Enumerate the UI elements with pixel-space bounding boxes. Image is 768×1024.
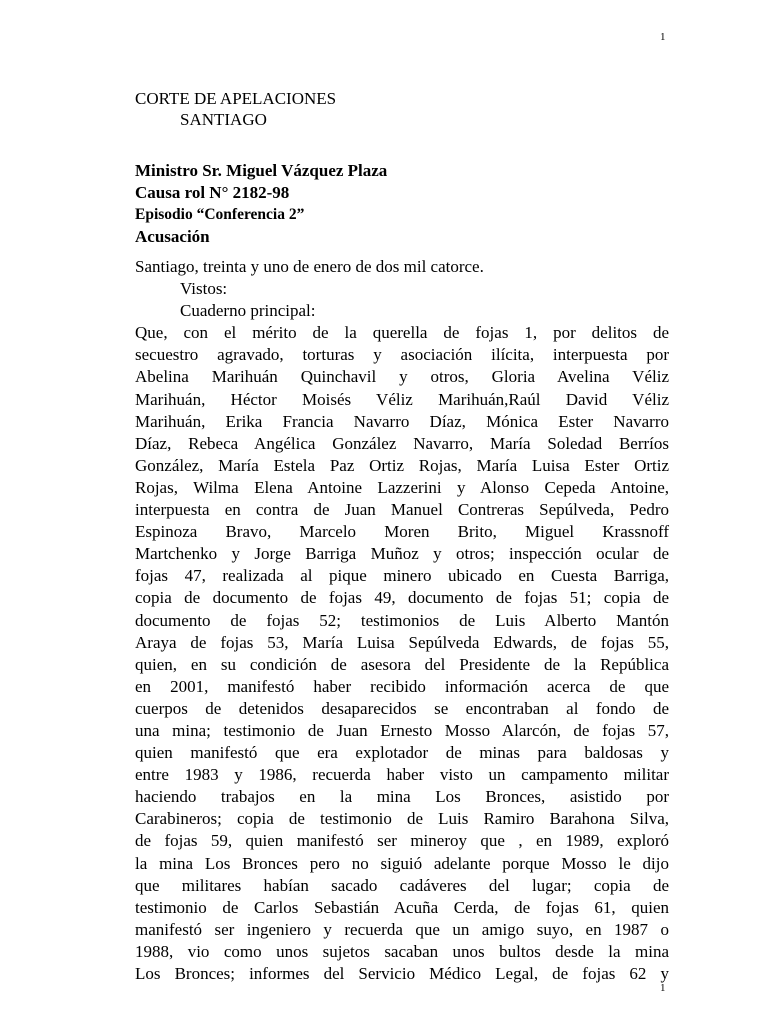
- body-line: quien, en su condición de asesora del Presidente de la República: [135, 654, 669, 674]
- body-line: Araya de fojas 53, María Luisa Sepúlveda Edwards, de fojas 55,: [135, 632, 669, 652]
- body-line: Carabineros; copia de testimonio de Luis Ramiro Barahona Silva,: [135, 809, 669, 829]
- body-line: fojas 47, realizada al pique minero ubicado en Cuesta Barriga,: [135, 566, 669, 586]
- body-line: testimonio de Carlos Sebastián Acuña Cerda, de fojas 61, quien: [135, 897, 669, 917]
- body-line: copia de documento de fojas 49, documento de fojas 51; copia de: [135, 588, 669, 608]
- body-line: que militares habían sacado cadáveres del lugar; copia de: [135, 875, 669, 895]
- body-line: manifestó ser ingeniero y recuerda que un amigo suyo, en 1987 o: [135, 919, 669, 939]
- body-line: González, María Estela Paz Ortiz Rojas, María Luisa Ester Ortiz: [135, 455, 669, 475]
- body-line: Marihuán, Erika Francia Navarro Díaz, Mónica Ester Navarro: [135, 411, 669, 431]
- page-number-bottom: 1: [660, 982, 666, 994]
- body-line: 1988, vio como unos sujetos sacaban unos bultos desde la mina: [135, 941, 669, 961]
- body-line: entre 1983 y 1986, recuerda haber visto un campamento militar: [135, 765, 669, 785]
- body-line: una mina; testimonio de Juan Ernesto Mosso Alarcón, de fojas 57,: [135, 720, 669, 740]
- body-line: en 2001, manifestó haber recibido información acerca de que: [135, 676, 669, 696]
- body-line: quien manifestó que era explotador de minas para baldosas y: [135, 743, 669, 763]
- body-line: Los Bronces; informes del Servicio Médico Legal, de fojas 62 y: [135, 964, 669, 983]
- document-type: Acusación: [135, 227, 210, 246]
- vistos-heading: Vistos:: [180, 279, 228, 299]
- body-line: Que, con el mérito de la querella de fojas 1, por delitos de: [135, 323, 669, 343]
- cuaderno-heading: Cuaderno principal:: [180, 301, 316, 321]
- body-line: haciendo trabajos en la mina Los Bronces, asistido por: [135, 787, 669, 807]
- body-line: cuerpos de detenidos desaparecidos se encontraban al fondo de: [135, 698, 669, 718]
- body-line: Martchenko y Jorge Barriga Muñoz y otros; inspección ocular de: [135, 544, 669, 564]
- episode-line: Episodio “Conferencia 2”: [135, 206, 305, 223]
- document-body: [135, 256, 669, 985]
- body-line: Marihuán, Héctor Moisés Véliz Marihuán,Raúl David Véliz: [135, 389, 669, 409]
- case-metadata: [135, 160, 387, 248]
- body-line: Espinoza Bravo, Marcelo Moren Brito, Miguel Krassnoff: [135, 522, 669, 542]
- body-line: Abelina Marihuán Quinchavil y otros, Gloria Avelina Véliz: [135, 367, 669, 387]
- body-line: Díaz, Rebeca Angélica González Navarro, María Soledad Berríos: [135, 433, 669, 453]
- court-city: SANTIAGO: [180, 110, 267, 129]
- body-line: interpuesta en contra de Juan Manuel Contreras Sepúlveda, Pedro: [135, 500, 669, 520]
- body-line: secuestro agravado, torturas y asociación ilícita, interpuesta por: [135, 345, 669, 365]
- body-line: de fojas 59, quien manifestó ser mineroy que , en 1989, exploró: [135, 831, 669, 851]
- date-line: Santiago, treinta y uno de enero de dos mil catorce.: [135, 257, 484, 276]
- minister-line: Ministro Sr. Miguel Vázquez Plaza: [135, 161, 388, 180]
- court-name: CORTE DE APELACIONES: [135, 89, 337, 108]
- body-paragraph: [135, 322, 669, 985]
- body-line: la mina Los Bronces pero no siguió adelante porque Mosso le dijo: [135, 853, 669, 873]
- body-line: Rojas, Wilma Elena Antoine Lazzerini y Alonso Cepeda Antoine,: [135, 477, 669, 497]
- page-number-top: 1: [660, 31, 666, 43]
- body-line: documento de fojas 52; testimonios de Luis Alberto Mantón: [135, 610, 669, 630]
- court-header: [135, 88, 336, 130]
- case-number: Causa rol N° 2182-98: [135, 183, 290, 202]
